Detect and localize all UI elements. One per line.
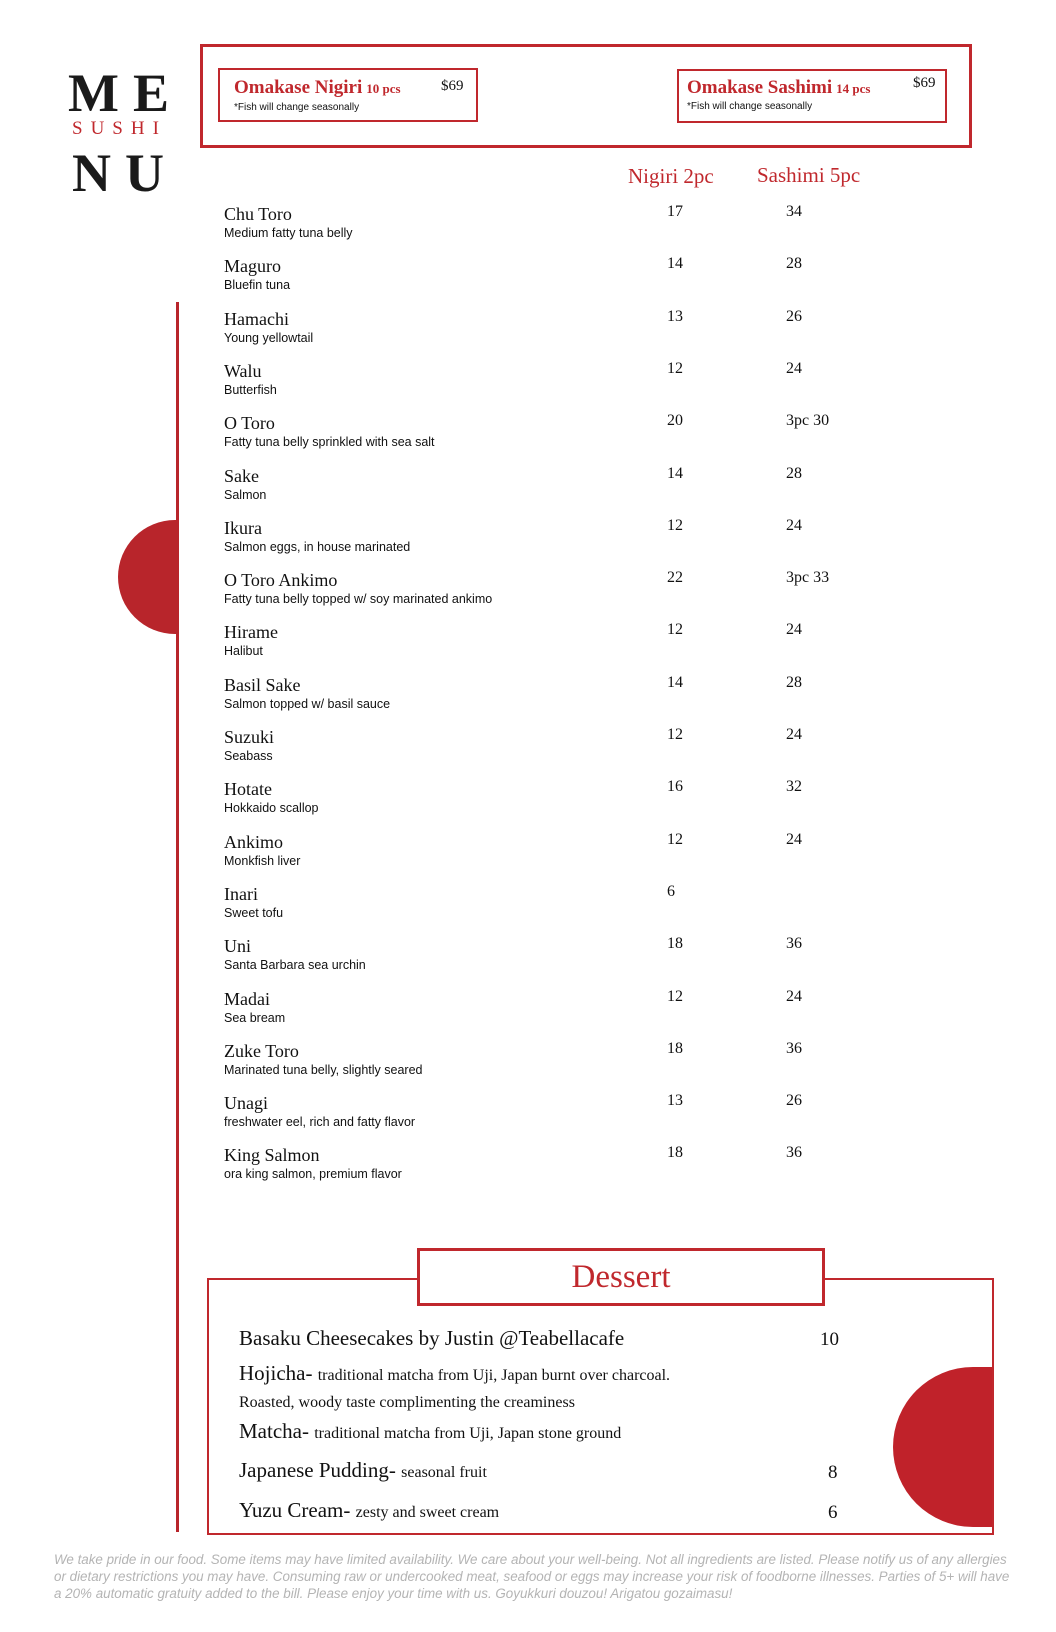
item-nigiri-price: 12 xyxy=(667,517,683,534)
item-description: Salmon xyxy=(224,488,267,502)
item-nigiri-price: 20 xyxy=(667,412,683,429)
dessert-pudding-desc: seasonal fruit xyxy=(401,1464,487,1481)
item-nigiri-price: 12 xyxy=(667,726,683,743)
dessert-yuzu xyxy=(239,1500,499,1521)
logo-bottom: NU xyxy=(72,143,178,203)
omakase-sashimi-pcs: 14 pcs xyxy=(836,81,871,96)
item-name: Hotate xyxy=(224,779,272,799)
item-sashimi-price: 24 xyxy=(786,726,802,743)
item-name: Ikura xyxy=(224,518,262,538)
item-description: Seabass xyxy=(224,749,273,763)
item-nigiri-price: 12 xyxy=(667,621,683,638)
nigiri-column-header: Nigiri 2pc xyxy=(628,164,714,188)
omakase-sashimi-price: $69 xyxy=(913,75,936,91)
item-sashimi-price: 24 xyxy=(786,831,802,848)
item-nigiri-price: 16 xyxy=(667,778,683,795)
dessert-matcha xyxy=(239,1421,621,1442)
omakase-nigiri-note: *Fish will change seasonally xyxy=(234,102,360,113)
omakase-nigiri xyxy=(218,68,478,122)
dessert-cheesecake-price: 10 xyxy=(820,1329,839,1350)
item-sashimi-price: 26 xyxy=(786,308,802,325)
item-nigiri-price: 14 xyxy=(667,465,683,482)
item-name: O Toro Ankimo xyxy=(224,570,338,590)
item-name: Hirame xyxy=(224,622,278,642)
item-nigiri-price: 22 xyxy=(667,569,683,586)
item-description: Young yellowtail xyxy=(224,331,314,345)
logo-middle: SUSHI xyxy=(72,118,167,139)
item-sashimi-price: 36 xyxy=(786,1144,802,1161)
dessert-yuzu-name: Yuzu Cream- xyxy=(239,1498,351,1522)
item-nigiri-price: 6 xyxy=(667,883,675,900)
sashimi-column-header: Sashimi 5pc xyxy=(757,163,861,187)
item-description: Salmon eggs, in house marinated xyxy=(224,540,411,554)
item-name: Hamachi xyxy=(224,309,289,329)
item-sashimi-price: 24 xyxy=(786,988,802,1005)
item-sashimi-price: 24 xyxy=(786,360,802,377)
dessert-yuzu-price: 6 xyxy=(828,1502,838,1523)
item-sashimi-price: 3pc 30 xyxy=(786,412,830,429)
item-nigiri-price: 18 xyxy=(667,935,683,952)
item-sashimi-price: 36 xyxy=(786,1040,802,1057)
item-name: Inari xyxy=(224,884,258,904)
item-name: Basil Sake xyxy=(224,675,301,695)
item-sashimi-price: 24 xyxy=(786,621,802,638)
item-sashimi-price: 24 xyxy=(786,517,802,534)
omakase-sashimi-note: *Fish will change seasonally xyxy=(687,101,813,112)
dessert-hojicha-name: Hojicha- xyxy=(239,1361,313,1385)
item-nigiri-price: 18 xyxy=(667,1040,683,1057)
item-name: Ankimo xyxy=(224,832,284,852)
item-description: ora king salmon, premium flavor xyxy=(224,1167,402,1181)
item-sashimi-price: 3pc 33 xyxy=(786,569,830,586)
item-sashimi-price: 26 xyxy=(786,1092,802,1109)
dessert-matcha-name: Matcha- xyxy=(239,1419,309,1443)
item-name: Walu xyxy=(224,361,262,381)
dessert-hojicha xyxy=(239,1363,670,1384)
dessert-pudding-name: Japanese Pudding- xyxy=(239,1458,396,1482)
item-sashimi-price: 34 xyxy=(786,203,802,220)
item-nigiri-price: 18 xyxy=(667,1144,683,1161)
item-name: Zuke Toro xyxy=(224,1041,299,1061)
dessert-pudding xyxy=(239,1460,487,1481)
item-nigiri-price: 12 xyxy=(667,360,683,377)
item-name: Maguro xyxy=(224,256,281,276)
item-description: Fatty tuna belly topped w/ soy marinated ankimo xyxy=(224,592,493,606)
item-description: Santa Barbara sea urchin xyxy=(224,958,366,972)
item-nigiri-price: 12 xyxy=(667,988,683,1005)
item-description: Marinated tuna belly, slightly seared xyxy=(224,1063,423,1077)
item-name: Sake xyxy=(224,466,259,486)
omakase-sashimi xyxy=(677,69,947,123)
item-nigiri-price: 14 xyxy=(667,255,683,272)
item-description: Salmon topped w/ basil sauce xyxy=(224,697,391,711)
dessert-hojicha-desc: traditional matcha from Uji, Japan burnt over charcoal. xyxy=(317,1367,671,1384)
dessert-cheesecake: Basaku Cheesecakes by Justin @Teabellacafe xyxy=(239,1326,625,1350)
item-name: Unagi xyxy=(224,1093,268,1113)
item-description: Bluefin tuna xyxy=(224,278,291,292)
item-description: Sweet tofu xyxy=(224,906,284,920)
item-name: O Toro xyxy=(224,413,275,433)
omakase-nigiri-price: $69 xyxy=(441,78,464,94)
dessert-title: Dessert xyxy=(571,1259,671,1295)
item-description: freshwater eel, rich and fatty flavor xyxy=(224,1115,416,1129)
item-nigiri-price: 14 xyxy=(667,674,683,691)
omakase-nigiri-name: Omakase Nigiri xyxy=(234,77,363,98)
item-description: Hokkaido scallop xyxy=(224,801,319,815)
dessert-hojicha-continued: Roasted, woody taste complimenting the creaminess xyxy=(239,1394,575,1411)
item-nigiri-price: 12 xyxy=(667,831,683,848)
item-sashimi-price: 36 xyxy=(786,935,802,952)
omakase-sashimi-name: Omakase Sashimi xyxy=(687,77,833,98)
item-nigiri-price: 13 xyxy=(667,308,683,325)
item-sashimi-price: 28 xyxy=(786,255,802,272)
vertical-divider xyxy=(176,302,179,1532)
dessert-pudding-price: 8 xyxy=(828,1462,838,1483)
item-name: King Salmon xyxy=(224,1145,320,1165)
item-sashimi-price: 32 xyxy=(786,778,802,795)
dessert-yuzu-desc: zesty and sweet cream xyxy=(355,1504,500,1521)
item-description: Sea bream xyxy=(224,1011,286,1025)
item-description: Medium fatty tuna belly xyxy=(224,226,353,240)
item-sashimi-price: 28 xyxy=(786,465,802,482)
dessert-matcha-desc: traditional matcha from Uji, Japan stone ground xyxy=(314,1425,622,1442)
item-description: Halibut xyxy=(224,644,263,658)
item-sashimi-price: 28 xyxy=(786,674,802,691)
item-description: Monkfish liver xyxy=(224,854,301,868)
omakase-nigiri-pcs: 10 pcs xyxy=(366,81,401,96)
item-name: Chu Toro xyxy=(224,204,292,224)
item-description: Butterfish xyxy=(224,383,277,397)
item-name: Madai xyxy=(224,989,270,1009)
logo-top: ME xyxy=(68,63,183,123)
footer-disclaimer: We take pride in our food. Some items may have limited availability. We care about your well-being. Not all ingredients are listed. Please notify us of any allergies or dietary restrictions you may have. Consuming raw or undercooked meat, seafood or eggs may increase your risk of foodborne illnesses. Parties of 5+ will have a 20% automatic gratuity added to the bill. Please enjoy your time with us. Goyukkuri douzou! Arigatou gozaimasu! xyxy=(54,1552,1010,1601)
item-name: Uni xyxy=(224,936,251,956)
red-half-circle-left xyxy=(118,520,176,634)
dessert-title-box xyxy=(417,1248,825,1306)
item-nigiri-price: 17 xyxy=(667,203,683,220)
item-description: Fatty tuna belly sprinkled with sea salt xyxy=(224,435,435,449)
item-name: Suzuki xyxy=(224,727,275,747)
item-nigiri-price: 13 xyxy=(667,1092,683,1109)
